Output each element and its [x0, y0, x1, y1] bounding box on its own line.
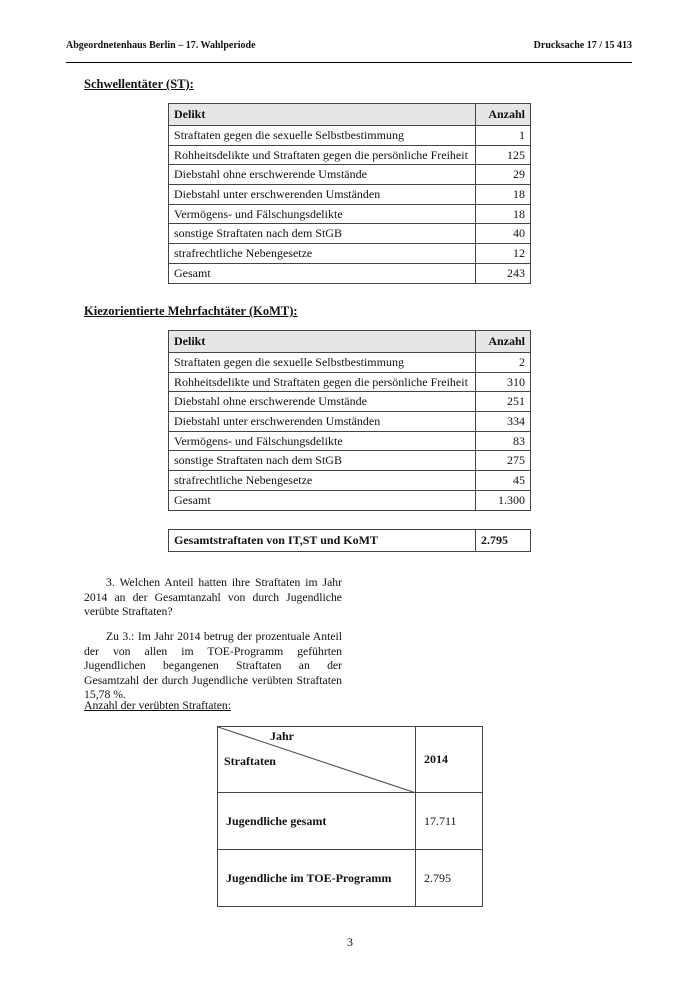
table-row [169, 530, 531, 552]
table-row [169, 471, 531, 491]
cell-anzahl: 251 [476, 392, 531, 412]
question-paragraph [84, 576, 342, 620]
table-row [169, 204, 531, 224]
cell-anzahl: 2 [476, 353, 531, 373]
row-value: 2.795 [416, 850, 483, 907]
cell-anzahl: 243 [476, 263, 531, 283]
year-header: 2014 [416, 727, 483, 793]
youth-table [217, 726, 483, 907]
komt-title: Kiezorientierte Mehrfachtäter (KoMT): [84, 304, 298, 318]
table-row [169, 431, 531, 451]
row-value: 17.711 [416, 793, 483, 850]
cell-anzahl: 18 [476, 204, 531, 224]
page-number: 3 [347, 935, 353, 949]
cell-anzahl: 40 [476, 224, 531, 244]
cell-anzahl: 29 [476, 165, 531, 185]
cell-delikt: Diebstahl unter erschwerenden Umständen [169, 412, 476, 432]
cell-delikt: sonstige Straftaten nach dem StGB [169, 224, 476, 244]
cell-delikt: Rohheitsdelikte und Straftaten gegen die persönliche Freiheit [169, 145, 476, 165]
table-row [169, 185, 531, 205]
row-label: Jugendliche gesamt [218, 793, 416, 850]
col-anzahl: Anzahl [476, 331, 531, 353]
total-table [168, 529, 531, 552]
row-label: Jugendliche im TOE-Programm [218, 850, 416, 907]
cell-anzahl: 1 [476, 126, 531, 146]
header-right: Drucksache 17 / 15 413 [533, 40, 632, 51]
table-row [169, 224, 531, 244]
page-header [66, 40, 632, 63]
question-text: 3. Welchen Anteil hatten ihre Straftaten im Jahr 2014 an der Gesamtanzahl von durch Jugendliche verübte Straftaten? [84, 576, 342, 619]
cell-delikt: sonstige Straftaten nach dem StGB [169, 451, 476, 471]
table-row [169, 412, 531, 432]
cell-delikt: strafrechtliche Nebengesetze [169, 471, 476, 491]
cell-delikt: Straftaten gegen die sexuelle Selbstbestimmung [169, 353, 476, 373]
cell-anzahl: 83 [476, 431, 531, 451]
table-row [218, 793, 483, 850]
cell-delikt: Gesamt [169, 490, 476, 510]
st-title: Schwellentäter (ST): [84, 77, 194, 91]
header-left: Abgeordnetenhaus Berlin – 17. Wahlperiode [66, 40, 256, 51]
table-header-row [218, 727, 483, 793]
komt-table [168, 330, 531, 511]
straftaten-label: Straftaten [224, 754, 276, 768]
table-row [169, 451, 531, 471]
table-caption: Anzahl der verübten Straftaten: [84, 699, 232, 712]
cell-anzahl: 310 [476, 372, 531, 392]
table-header-row [169, 331, 531, 353]
table-row [169, 244, 531, 264]
total-value: 2.795 [476, 530, 531, 552]
cell-delikt: strafrechtliche Nebengesetze [169, 244, 476, 264]
cell-anzahl: 45 [476, 471, 531, 491]
cell-delikt: Rohheitsdelikte und Straftaten gegen die persönliche Freiheit [169, 372, 476, 392]
table-row [169, 145, 531, 165]
cell-anzahl: 12 [476, 244, 531, 264]
cell-anzahl: 18 [476, 185, 531, 205]
table-row [169, 372, 531, 392]
cell-delikt: Vermögens- und Fälschungsdelikte [169, 204, 476, 224]
cell-anzahl: 334 [476, 412, 531, 432]
table-row [169, 165, 531, 185]
table-row [169, 353, 531, 373]
answer-text: Zu 3.: Im Jahr 2014 betrug der prozentuale Anteil der von allen im TOE-Programm geführten Jugendlichen begangenen Straftaten an der Gesamtzahl der durch Jugendliche verübten Straftaten 15,78 %. [84, 630, 342, 702]
table-row [169, 392, 531, 412]
table-header-row [169, 104, 531, 126]
total-label: Gesamtstraftaten von IT,ST und KoMT [169, 530, 476, 552]
jahr-label: Jahr [270, 729, 294, 743]
col-delikt: Delikt [169, 104, 476, 126]
cell-anzahl: 125 [476, 145, 531, 165]
cell-delikt: Gesamt [169, 263, 476, 283]
cell-delikt: Straftaten gegen die sexuelle Selbstbestimmung [169, 126, 476, 146]
table-row [218, 850, 483, 907]
answer-paragraph [84, 630, 342, 703]
cell-delikt: Diebstahl ohne erschwerende Umstände [169, 392, 476, 412]
cell-delikt: Diebstahl ohne erschwerende Umstände [169, 165, 476, 185]
table-row [169, 263, 531, 283]
diagonal-header-cell [218, 727, 416, 793]
table-row [169, 126, 531, 146]
cell-delikt: Vermögens- und Fälschungsdelikte [169, 431, 476, 451]
cell-anzahl: 1.300 [476, 490, 531, 510]
cell-anzahl: 275 [476, 451, 531, 471]
cell-delikt: Diebstahl unter erschwerenden Umständen [169, 185, 476, 205]
table-row [169, 490, 531, 510]
col-anzahl: Anzahl [476, 104, 531, 126]
col-delikt: Delikt [169, 331, 476, 353]
st-table [168, 103, 531, 284]
